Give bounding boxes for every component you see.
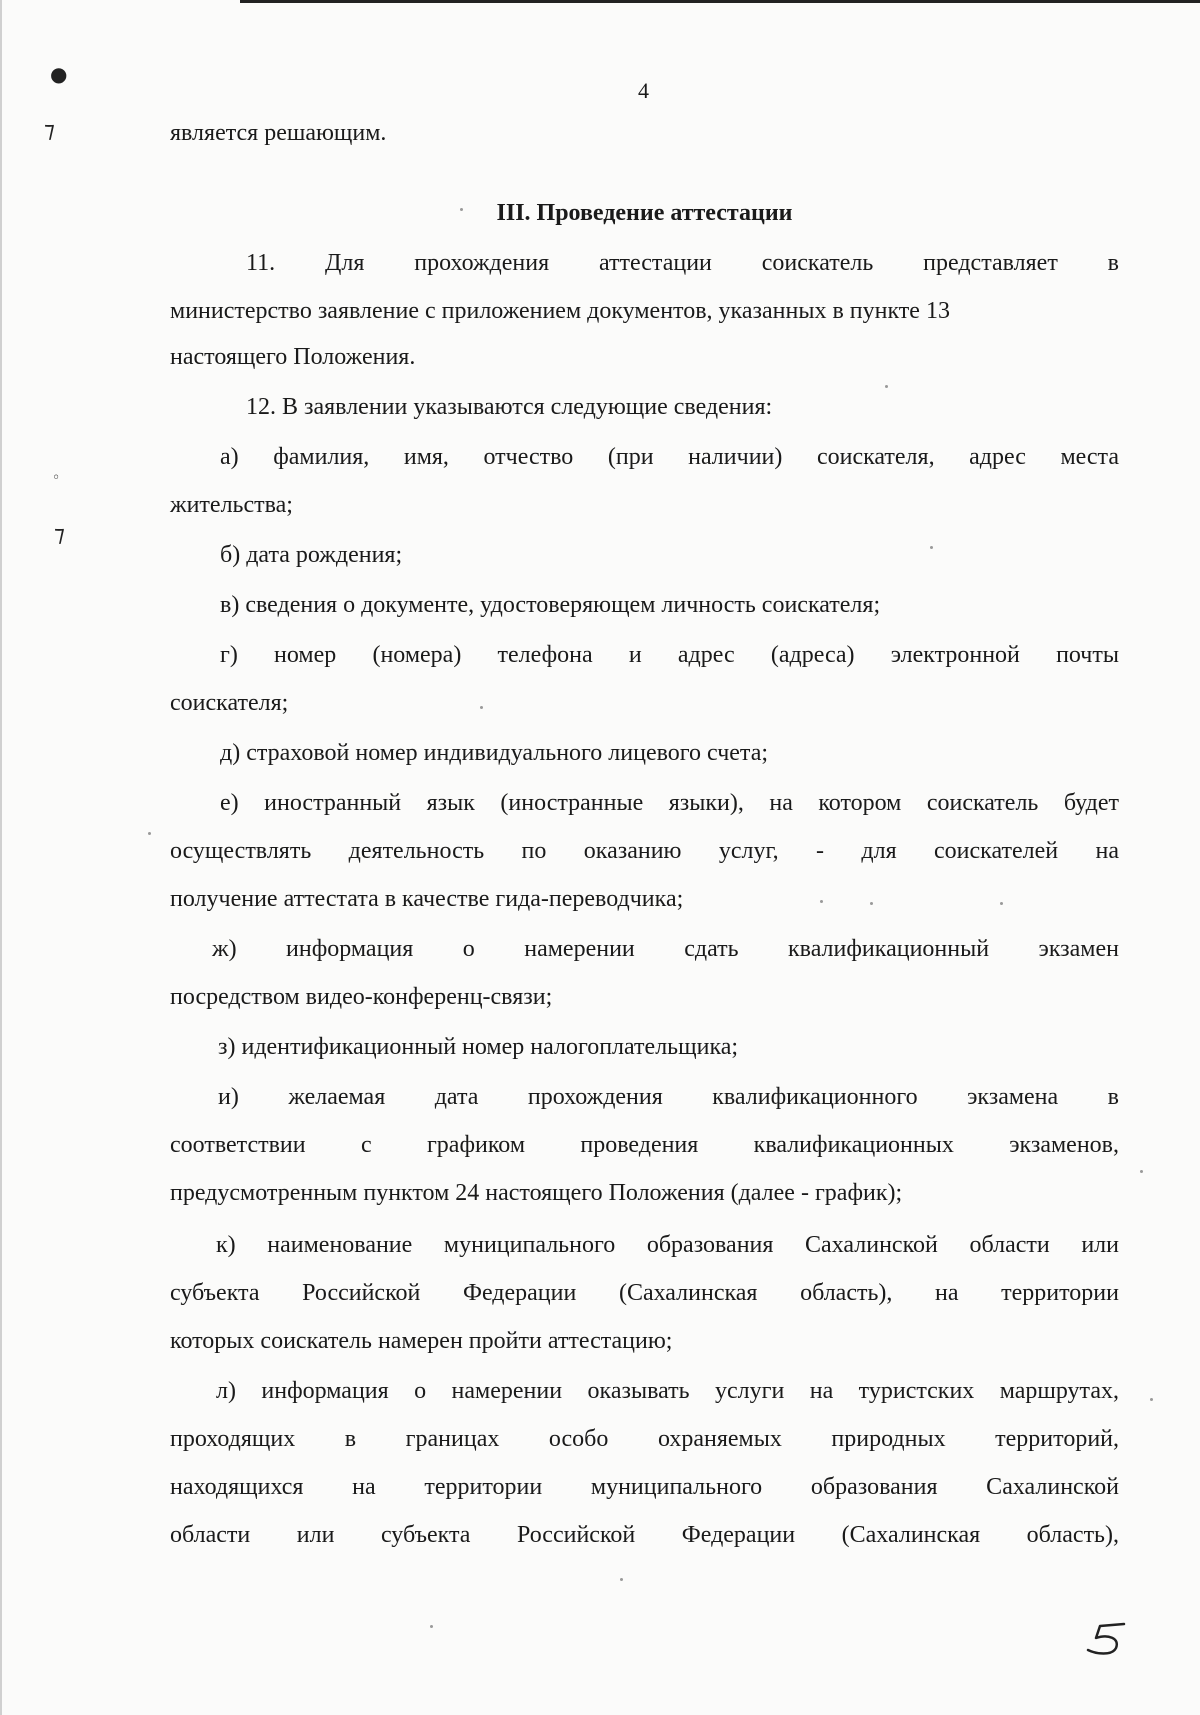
text-line: которых соискатель намерен пройти аттестацию; bbox=[170, 1328, 673, 1354]
section-heading: III. Проведение аттестации bbox=[496, 200, 793, 226]
scan-speck bbox=[1150, 1398, 1153, 1401]
text-line: настоящего Положения. bbox=[170, 344, 416, 370]
text-line: в) сведения о документе, удостоверяющем личность соискателя; bbox=[220, 592, 881, 618]
scan-speck bbox=[885, 385, 888, 388]
page-number: 4 bbox=[638, 78, 649, 103]
text-line: является решающим. bbox=[170, 120, 387, 146]
text-line: г) номер (номера) телефона и адрес (адреса) электронной почты bbox=[220, 642, 1119, 668]
scan-left-edge bbox=[0, 0, 2, 1715]
scan-speck bbox=[430, 1625, 433, 1628]
text-line: соискателя; bbox=[170, 690, 289, 716]
text-line: з) идентификационный номер налогоплательщика; bbox=[218, 1034, 739, 1060]
text-line: министерство заявление с приложением документов, указанных в пункте 13 bbox=[170, 298, 950, 324]
text-line: субъекта Российской Федерации (Сахалинская область), на территории bbox=[170, 1280, 1119, 1306]
text-line: е) иностранный язык (иностранные языки), на котором соискатель будет bbox=[220, 790, 1119, 816]
text-line: соответствии с графиком проведения квалификационных экзаменов, bbox=[170, 1132, 1119, 1158]
scan-speck bbox=[1140, 1170, 1143, 1173]
binding-hole-mark-icon: ⁊ bbox=[44, 118, 55, 143]
text-line: осуществлять деятельность по оказанию услуг, - для соискателей на bbox=[170, 838, 1119, 864]
text-line: к) наименование муниципального образования Сахалинской области или bbox=[216, 1232, 1119, 1258]
handwritten-page-mark bbox=[1080, 1618, 1136, 1658]
scan-speck bbox=[870, 902, 873, 905]
text-line: области или субъекта Российской Федерации (Сахалинская область), bbox=[170, 1522, 1119, 1548]
text-line: ж) информация о намерении сдать квалификационный экзамен bbox=[212, 936, 1119, 962]
text-line: л) информация о намерении оказывать услуги на туристских маршрутах, bbox=[216, 1378, 1119, 1404]
text-line: проходящих в границах особо охраняемых природных территорий, bbox=[170, 1426, 1119, 1452]
text-line: жительства; bbox=[170, 492, 293, 518]
text-line: 12. В заявлении указываются следующие сведения: bbox=[246, 394, 773, 420]
binding-hole-mark-icon: ● bbox=[50, 62, 68, 86]
text-line: находящихся на территории муниципального образования Сахалинской bbox=[170, 1474, 1119, 1500]
text-line: 11. Для прохождения аттестации соискатель представляет в bbox=[246, 250, 1119, 276]
text-line: и) желаемая дата прохождения квалификационного экзамена в bbox=[218, 1084, 1119, 1110]
scan-speck bbox=[480, 706, 483, 709]
scan-speck bbox=[820, 900, 823, 903]
text-line: посредством видео-конференц-связи; bbox=[170, 984, 553, 1010]
scan-speck bbox=[930, 546, 933, 549]
scan-speck bbox=[1000, 902, 1003, 905]
text-line: предусмотренным пунктом 24 настоящего Положения (далее - график); bbox=[170, 1180, 903, 1206]
text-line: получение аттестата в качестве гида-переводчика; bbox=[170, 886, 684, 912]
binding-hole-mark-icon: ◦ bbox=[52, 470, 61, 486]
scan-speck bbox=[148, 832, 151, 835]
binding-hole-mark-icon: ⁊ bbox=[54, 522, 65, 547]
text-line: а) фамилия, имя, отчество (при наличии) соискателя, адрес места bbox=[220, 444, 1119, 470]
text-line: б) дата рождения; bbox=[220, 542, 403, 568]
text-line: д) страховой номер индивидуального лицевого счета; bbox=[220, 740, 769, 766]
scan-speck bbox=[460, 208, 463, 211]
scan-speck bbox=[620, 1578, 623, 1581]
scan-top-border bbox=[240, 0, 1200, 3]
